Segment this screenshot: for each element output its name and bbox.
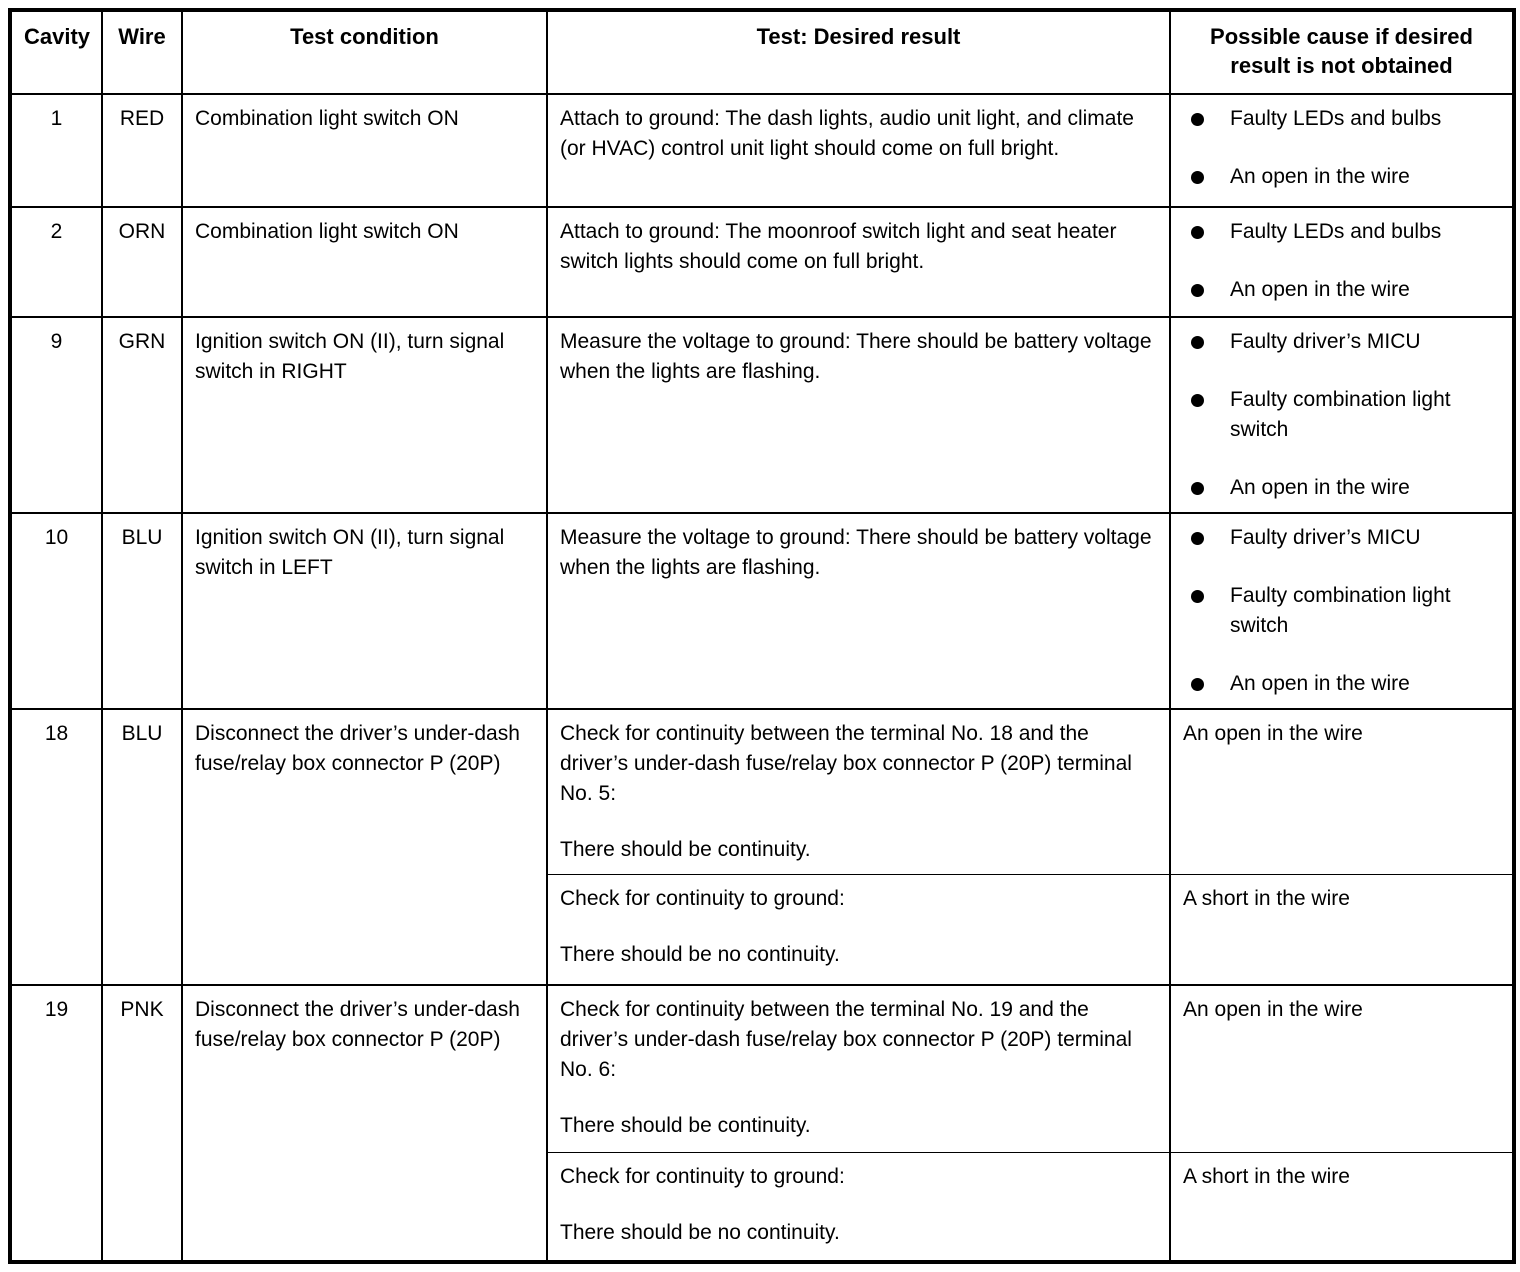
wire-cell: BLU <box>102 513 182 709</box>
cause-text: An open in the wire <box>1230 672 1410 695</box>
bullet-icon <box>1191 394 1204 407</box>
wire-cell: ORN <box>102 207 182 317</box>
cause-list-item <box>1191 104 1500 134</box>
cause-list-item <box>1191 385 1500 445</box>
desired-result-cell <box>547 513 1170 709</box>
desired-result-text: Check for continuity between the terminal No. 18 and the driver’s under-dash fuse/relay box connector P (20P) terminal No. 5: <box>560 722 1132 805</box>
cause-text: An open in the wire <box>1230 278 1410 301</box>
cause-text: An open in the wire <box>1230 165 1410 188</box>
desired-result-text: Check for continuity to ground: <box>560 887 845 910</box>
desired-result-cell <box>547 317 1170 513</box>
test-condition-cell <box>182 513 547 709</box>
possible-cause-cell <box>1170 709 1514 875</box>
wire-cell: PNK <box>102 985 182 1262</box>
cavity-cell: 18 <box>10 709 102 985</box>
cause-text: A short in the wire <box>1183 1165 1350 1188</box>
desired-result-text: Attach to ground: The moonroof switch light and seat heater switch lights should come on full bright. <box>560 220 1117 273</box>
desired-result-text: Check for continuity to ground: <box>560 1165 845 1188</box>
test-condition-text: Combination light switch ON <box>195 220 459 243</box>
cavity-cell: 1 <box>10 94 102 207</box>
possible-cause-cell <box>1170 875 1514 985</box>
header-row <box>10 10 1514 94</box>
cavity-cell: 10 <box>10 513 102 709</box>
column-header-cavity: Cavity <box>10 10 102 94</box>
cause-text: An open in the wire <box>1230 476 1410 499</box>
bullet-icon <box>1191 284 1204 297</box>
table-row-cavity-18-test-1 <box>10 709 1514 875</box>
test-condition-text: Disconnect the driver’s under-dash fuse/relay box connector P (20P) <box>195 997 520 1051</box>
cause-text: Faulty driver’s MICU <box>1230 330 1421 353</box>
table-header <box>10 10 1514 94</box>
cause-text: An open in the wire <box>1183 722 1363 745</box>
cause-list-item <box>1191 581 1500 641</box>
cause-text: Faulty driver’s MICU <box>1230 526 1421 549</box>
desired-result-cell <box>547 985 1170 1153</box>
cause-text: Faulty combination light switch <box>1230 584 1451 637</box>
cause-text: Faulty LEDs and bulbs <box>1230 220 1442 243</box>
column-header-test-condition: Test condition <box>182 10 547 94</box>
desired-result-text: There should be no continuity. <box>560 943 840 966</box>
table-row-cavity-10 <box>10 513 1514 709</box>
table-row-cavity-2 <box>10 207 1514 317</box>
desired-result-cell <box>547 94 1170 207</box>
cavity-cell: 19 <box>10 985 102 1262</box>
test-condition-cell <box>182 317 547 513</box>
column-header-desired-result: Test: Desired result <box>547 10 1170 94</box>
bullet-icon <box>1191 532 1204 545</box>
wire-cell: GRN <box>102 317 182 513</box>
desired-result-cell <box>547 1153 1170 1262</box>
table-body <box>10 94 1514 1262</box>
cause-text: An open in the wire <box>1183 997 1363 1021</box>
bullet-icon <box>1191 226 1204 239</box>
desired-result-text: Measure the voltage to ground: There should be battery voltage when the lights are flashing. <box>560 330 1152 383</box>
possible-cause-cell <box>1170 1153 1514 1262</box>
test-condition-cell <box>182 94 547 207</box>
cavity-test-table <box>8 8 1516 1264</box>
desired-result-text: Measure the voltage to ground: There should be battery voltage when the lights are flashing. <box>560 526 1152 579</box>
desired-result-text: Check for continuity between the terminal No. 19 and the driver’s under-dash fuse/relay box connector P (20P) terminal No. 6: <box>560 997 1132 1081</box>
bullet-icon <box>1191 171 1204 184</box>
column-header-possible-cause: Possible cause if desired result is not obtained <box>1170 10 1514 94</box>
cause-list-item <box>1191 327 1500 357</box>
wire-cell: BLU <box>102 709 182 985</box>
possible-cause-cell <box>1170 94 1514 207</box>
table-row-cavity-9 <box>10 317 1514 513</box>
bullet-icon <box>1191 113 1204 126</box>
desired-result-cell <box>547 875 1170 985</box>
possible-cause-cell <box>1170 985 1514 1153</box>
desired-result-text: There should be continuity. <box>560 1113 811 1137</box>
test-condition-text: Disconnect the driver’s under-dash fuse/relay box connector P (20P) <box>195 722 520 775</box>
cause-list-item <box>1191 217 1500 247</box>
test-condition-text: Ignition switch ON (II), turn signal switch in LEFT <box>195 526 505 579</box>
desired-result-text: Attach to ground: The dash lights, audio unit light, and climate (or HVAC) control unit light should come on full bright. <box>560 107 1134 160</box>
bullet-icon <box>1191 678 1204 691</box>
cause-list-item <box>1191 669 1500 699</box>
desired-result-cell <box>547 207 1170 317</box>
desired-result-text: There should be continuity. <box>560 838 811 861</box>
test-condition-cell <box>182 207 547 317</box>
test-condition-cell <box>182 709 547 985</box>
cause-list-item <box>1191 162 1500 192</box>
test-condition-cell <box>182 985 547 1262</box>
test-condition-text: Combination light switch ON <box>195 107 459 130</box>
cavity-cell: 2 <box>10 207 102 317</box>
cavity-cell: 9 <box>10 317 102 513</box>
cause-text: Faulty combination light switch <box>1230 388 1451 441</box>
desired-result-cell <box>547 709 1170 875</box>
bullet-icon <box>1191 336 1204 349</box>
possible-cause-cell <box>1170 513 1514 709</box>
test-condition-text: Ignition switch ON (II), turn signal switch in RIGHT <box>195 330 505 383</box>
possible-cause-cell <box>1170 207 1514 317</box>
table-row-cavity-1 <box>10 94 1514 207</box>
table-row-cavity-19-test-1 <box>10 985 1514 1153</box>
cause-text: A short in the wire <box>1183 887 1350 910</box>
bullet-icon <box>1191 482 1204 495</box>
wire-cell: RED <box>102 94 182 207</box>
bullet-icon <box>1191 590 1204 603</box>
cause-list-item <box>1191 275 1500 305</box>
cause-list-item <box>1191 473 1500 503</box>
column-header-wire: Wire <box>102 10 182 94</box>
cause-list-item <box>1191 523 1500 553</box>
possible-cause-cell <box>1170 317 1514 513</box>
cause-text: Faulty LEDs and bulbs <box>1230 107 1442 130</box>
desired-result-text: There should be no continuity. <box>560 1221 840 1244</box>
